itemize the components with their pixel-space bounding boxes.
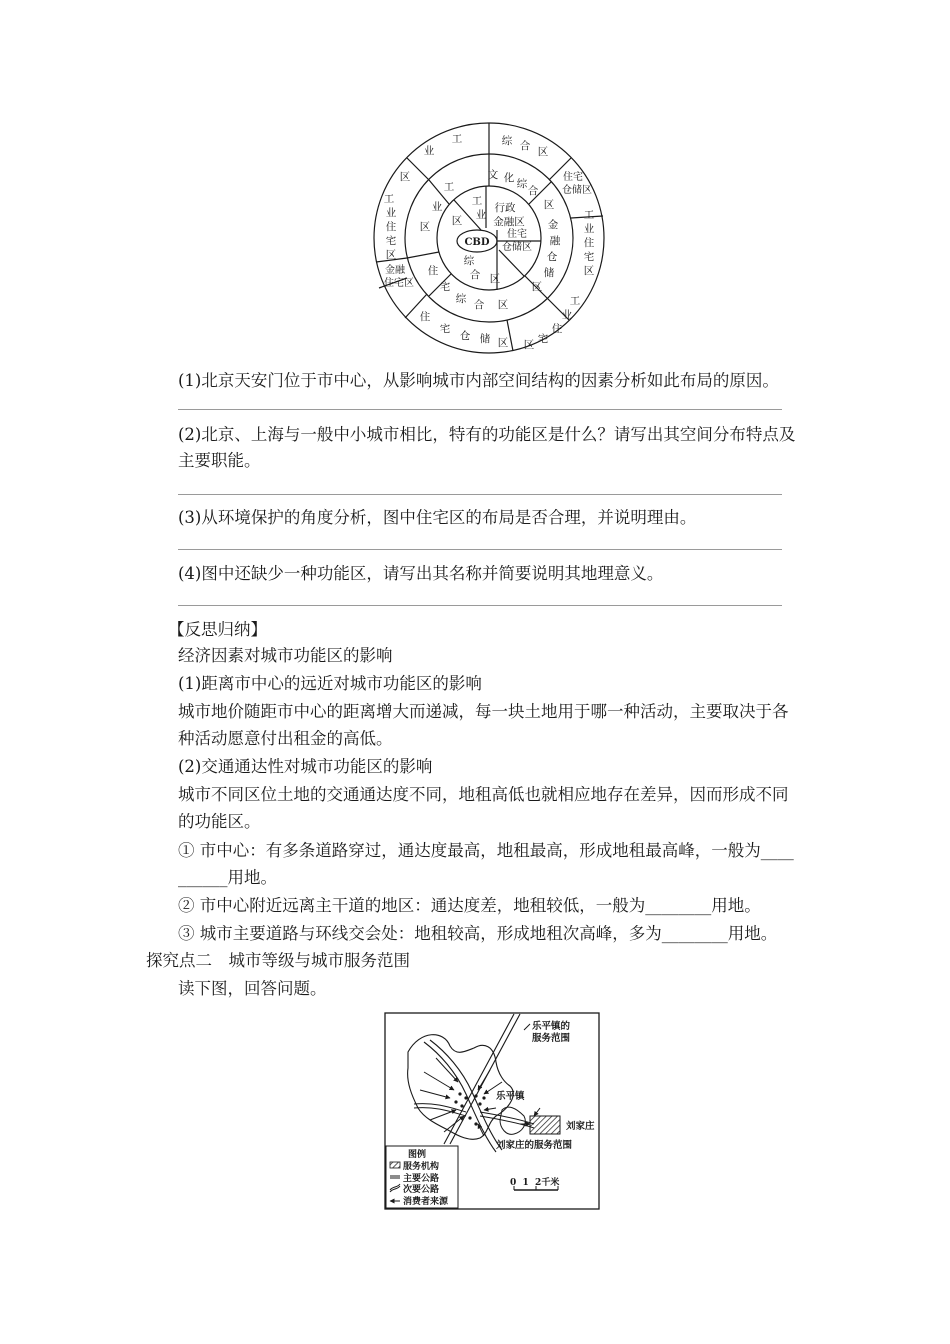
service-range-map: [384, 1012, 600, 1210]
legend-item-3: 次要公路: [403, 1185, 440, 1195]
mid-fin-3: 仓: [546, 251, 558, 263]
out-br-4: 宅: [537, 333, 549, 345]
inner-ind-3: 区: [451, 215, 463, 227]
mid-ind-2: 业: [431, 201, 443, 213]
out-bs-4: 储: [479, 333, 491, 345]
legend-item-2: 主要公路: [403, 1174, 440, 1184]
reflection-p2-title: (2)交通通达性对城市功能区的影响: [178, 757, 433, 776]
out-il-5: 区: [385, 249, 397, 261]
mid-resmix-2: 宅: [439, 281, 451, 293]
out-mix-1: 综: [501, 135, 513, 147]
legend-item-1: 服务机构: [403, 1162, 440, 1172]
inner-res-1: 住宅: [507, 229, 527, 240]
reflection-item-3: ③ 城市主要道路与环线交会处：地租较高，形成地租次高峰，多为________用地。: [178, 924, 778, 943]
out-mix-2: 合: [519, 140, 531, 152]
liujia-label: 刘家庄: [566, 1121, 595, 1132]
answer-line-1[interactable]: [178, 409, 782, 410]
mid-culture-2: 化: [503, 172, 515, 184]
mid-resmix-1: 住: [427, 265, 439, 277]
out-bs-5: 区: [497, 337, 509, 349]
reflection-subtitle: 经济因素对城市功能区的影响: [178, 646, 393, 665]
out-ir-5: 区: [583, 265, 595, 277]
out-fr-1: 金融: [385, 265, 405, 276]
inner-ind-1: 工: [471, 195, 483, 207]
inner-mixed-2: 合: [469, 269, 481, 281]
reflection-p2-line-2: 的功能区。: [178, 812, 261, 831]
answer-line-2[interactable]: [178, 494, 782, 495]
cbd-label: CBD: [464, 237, 490, 248]
answer-line-3[interactable]: [178, 549, 782, 550]
out-ir-4: 宅: [583, 251, 595, 263]
city-functional-zone-ring-diagram: [372, 120, 606, 356]
out-itl-2: 工: [451, 133, 463, 145]
liujia-service-organization: [530, 1116, 560, 1134]
mid-culture-4: 合: [527, 185, 539, 197]
legend-item-4: 消费者来源: [403, 1197, 449, 1207]
out-br-1: 工: [569, 295, 581, 307]
out-br-2: 业: [561, 309, 573, 321]
question-3: (3)从环境保护的角度分析，图中住宅区的布局是否合理，并说明理由。: [178, 508, 697, 527]
inner-ind-2: 业: [475, 209, 487, 221]
out-ir-1: 工: [583, 209, 595, 221]
question-4: (4)图中还缺少一种功能区，请写出其名称并简要说明其地理意义。: [178, 564, 664, 583]
mid-culture-3: 综: [516, 178, 528, 190]
mid-culture-5: 区: [543, 199, 555, 211]
out-ir-3: 住: [583, 237, 595, 249]
out-bs-2: 宅: [439, 323, 451, 335]
mid-culture-1: 文: [487, 169, 499, 181]
section-2-instruction: 读下图，回答问题。: [178, 979, 327, 998]
reflection-p1-title: (1)距离市中心的远近对城市功能区的影响: [178, 674, 482, 693]
out-rs-1: 住宅: [563, 172, 583, 183]
out-il-2: 业: [385, 207, 397, 219]
out-il-1: 工: [383, 193, 395, 205]
out-rs-2: 仓储区: [562, 185, 592, 196]
leping-label: 乐平镇: [496, 1091, 525, 1102]
inner-mixed-3: 区: [489, 273, 501, 285]
reflection-p1-line-1: 城市地价随距市中心的距离增大而递减，每一块土地用于哪一种活动，主要取决于各: [178, 702, 789, 721]
mid-resmix-4: 合: [473, 299, 485, 311]
out-itl-3: 区: [399, 171, 411, 183]
out-bs-3: 仓: [459, 330, 471, 342]
out-fr-2: 住宅区: [384, 278, 414, 289]
out-br-5: 区: [523, 339, 535, 351]
leping-range-label-1: 乐平镇的: [532, 1021, 571, 1032]
mid-resmix-3: 综: [455, 293, 467, 305]
reflection-p1-line-2: 种活动愿意付出租金的高低。: [178, 729, 393, 748]
out-bs-1: 住: [419, 311, 431, 323]
scale-label: 0 1 2千米: [510, 1178, 560, 1188]
out-il-3: 住: [385, 221, 397, 233]
legend-title: 图例: [408, 1150, 427, 1160]
mid-fin-1: 金: [547, 219, 559, 231]
leping-range-label-2: 服务范围: [532, 1033, 571, 1044]
out-ir-2: 业: [583, 223, 595, 235]
mid-fin-4: 储: [543, 267, 555, 279]
out-mix-3: 区: [537, 146, 549, 158]
scale-bar: [510, 1176, 559, 1190]
legend-hatch-icon: [390, 1162, 400, 1168]
liujia-range-label: 刘家庄的服务范围: [496, 1140, 573, 1151]
out-itl-1: 业: [423, 145, 435, 157]
out-il-4: 宅: [385, 235, 397, 247]
question-2-line-2: 主要职能。: [178, 451, 261, 470]
reflection-item-2: ② 市中心附近远离主干道的地区：通达度差，地租较低，一般为________用地。: [178, 896, 761, 915]
mid-fin-5: 区: [531, 281, 543, 293]
inner-admin-2: 金融区: [493, 216, 525, 228]
mid-ind-1: 工: [443, 181, 455, 193]
inner-mixed-1: 综: [463, 255, 475, 267]
mid-fin-2: 融: [549, 235, 561, 247]
section-2-title: 探究点二 城市等级与城市服务范围: [146, 951, 410, 970]
reflection-item-1-line-2: ______用地。: [178, 868, 277, 887]
inner-res-2: 仓储区: [502, 242, 532, 253]
out-br-3: 住: [551, 323, 563, 335]
question-2-line-1: (2)北京、上海与一般中小城市相比，特有的功能区是什么？请写出其空间分布特点及: [178, 425, 796, 444]
question-1: (1)北京天安门位于市中心，从影响城市内部空间结构的因素分析如此布局的原因。: [178, 371, 779, 390]
mid-ind-3: 区: [419, 221, 431, 233]
answer-line-4[interactable]: [178, 605, 782, 606]
reflection-item-1-line-1: ① 市中心：有多条道路穿过，通达度最高，地租最高，形成地租最高峰，一般为____: [178, 841, 794, 860]
mid-resmix-5: 区: [497, 299, 509, 311]
inner-admin-1: 行政: [494, 202, 516, 214]
reflection-p2-line-1: 城市不同区位土地的交通通达度不同，地租高低也就相应地存在差异，因而形成不同: [178, 785, 789, 804]
reflection-heading: 【反思归纳】: [168, 620, 267, 639]
